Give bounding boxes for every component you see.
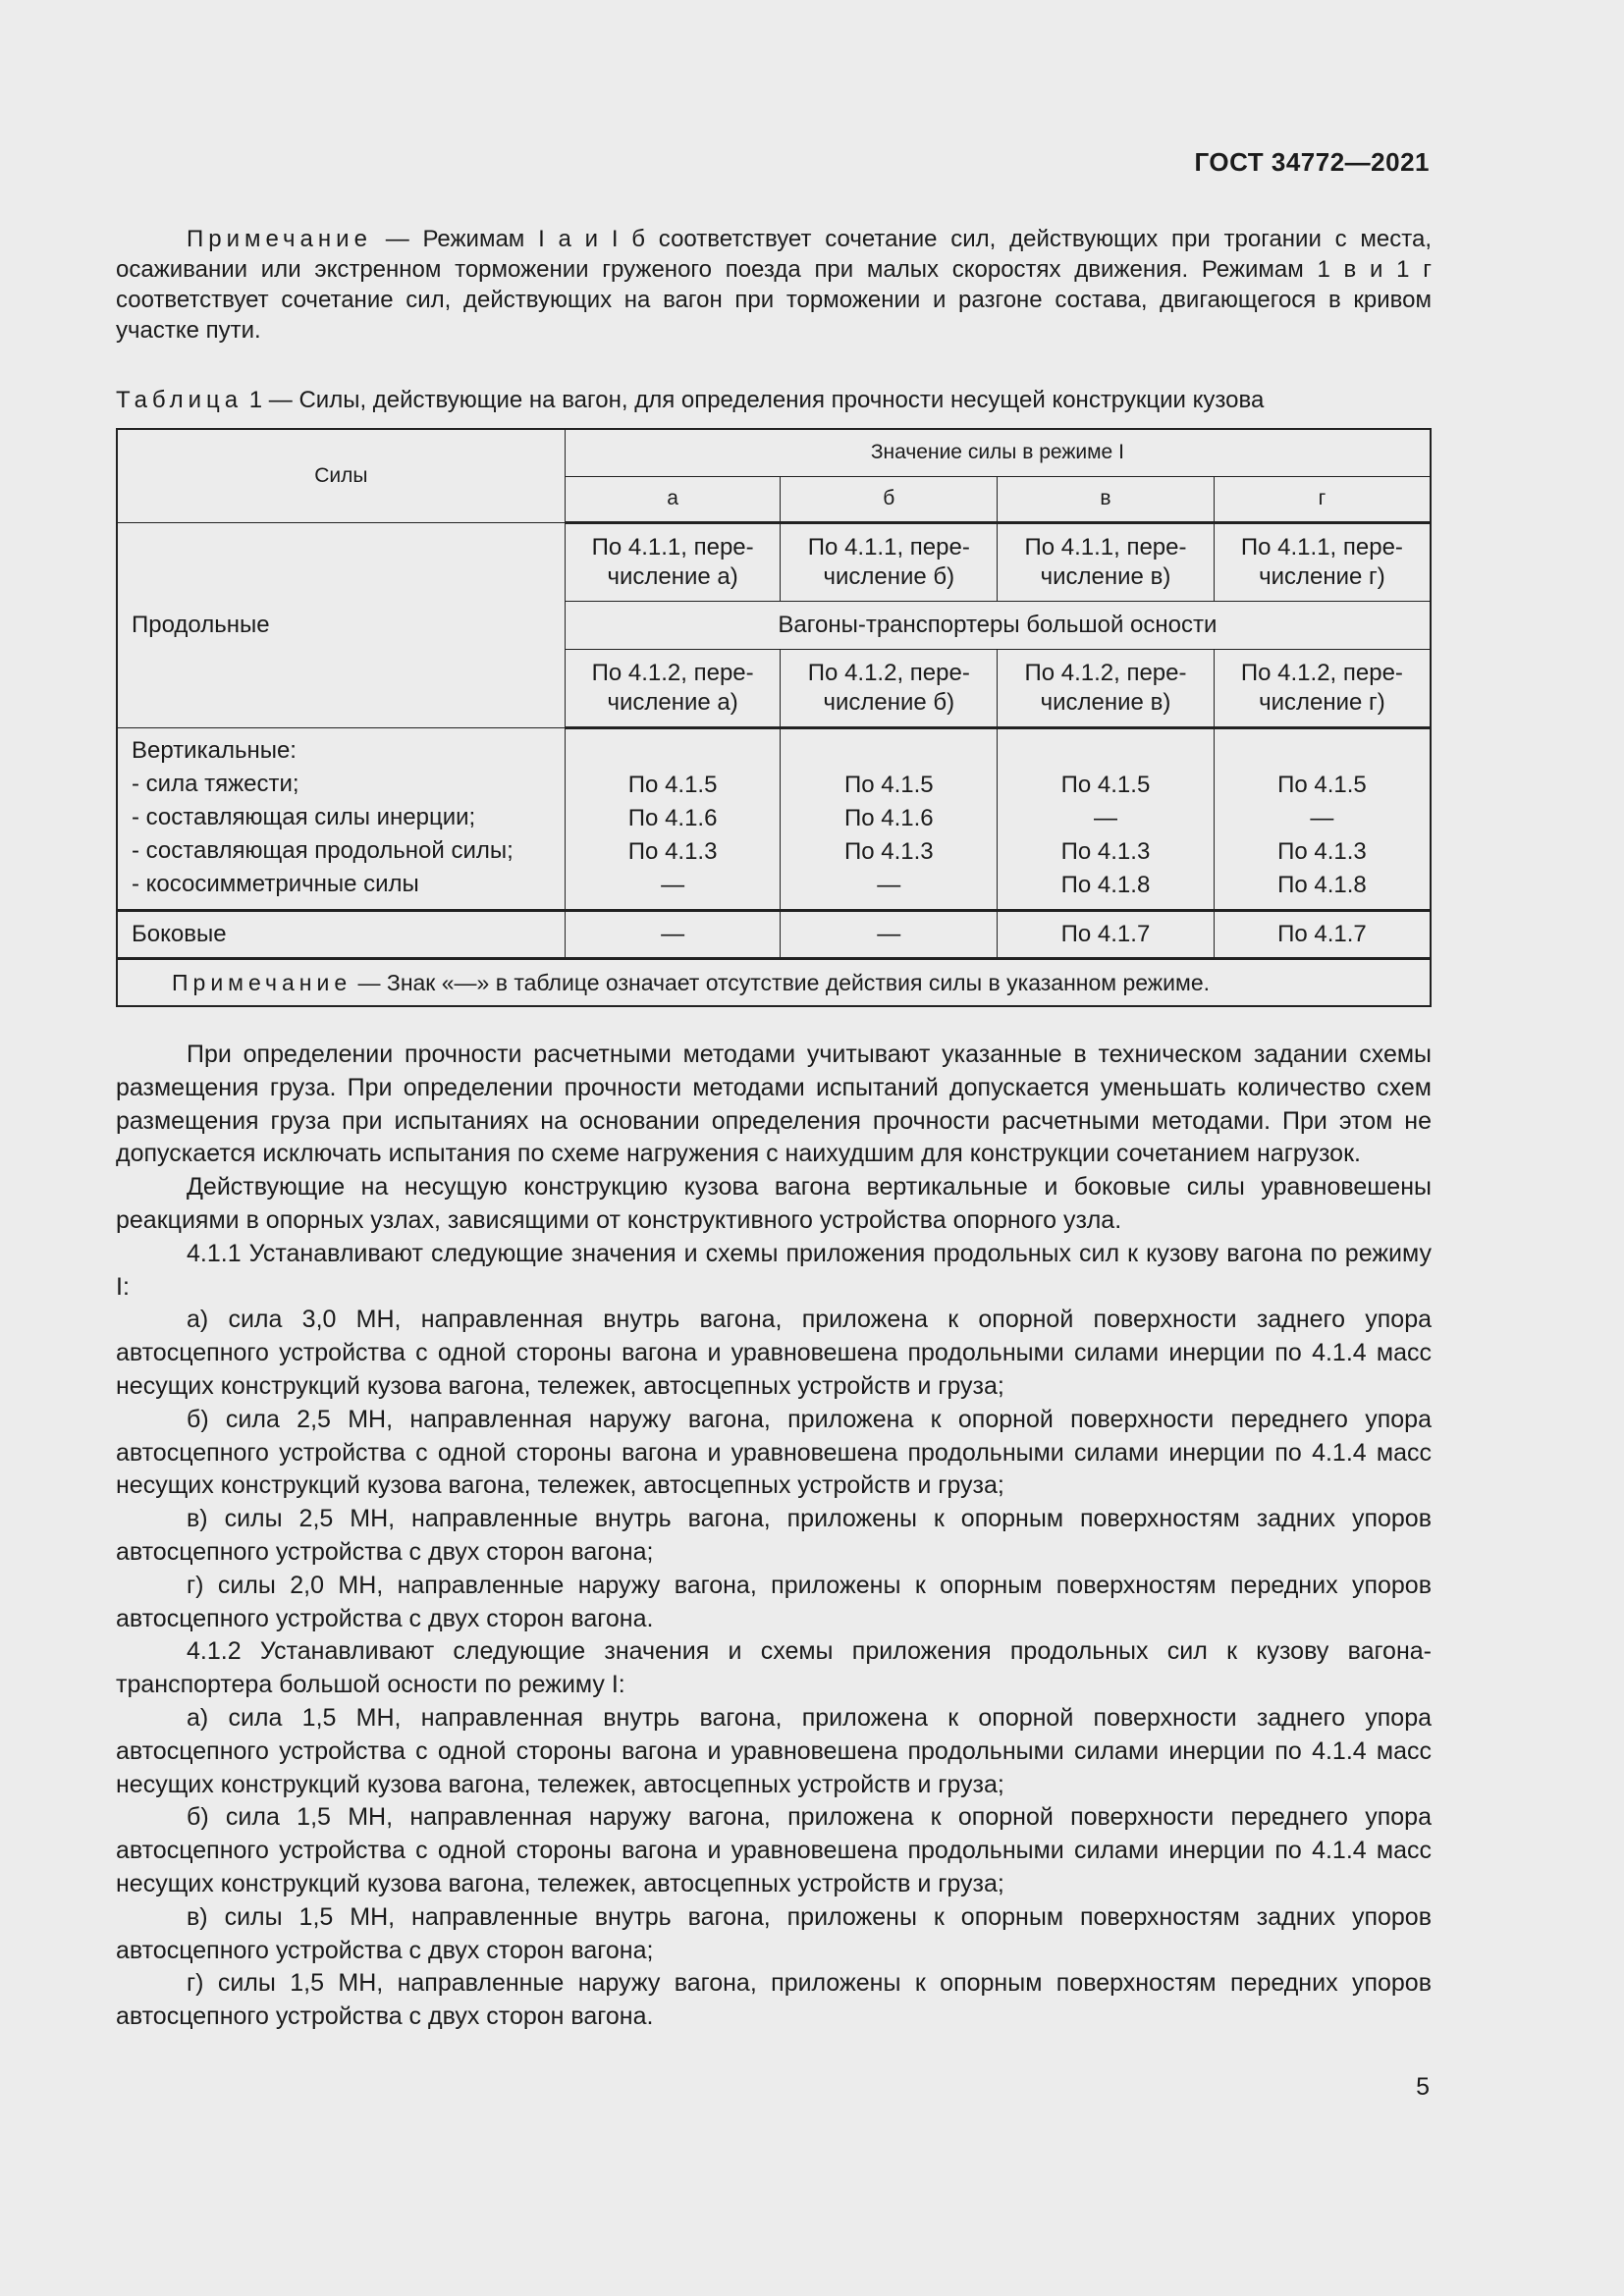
cell-longitudinal-b: По 4.1.1, пере- числение б): [781, 522, 998, 601]
cell-vertical-g: По 4.1.5 — По 4.1.3 По 4.1.8: [1214, 727, 1431, 910]
cell-transporter-v: По 4.1.2, пере- числение в): [998, 649, 1215, 727]
table-caption-label: Таблица: [116, 387, 244, 413]
header-mode-g: г: [1214, 476, 1431, 522]
paragraph: При определении прочности расчетными методами учитывают указанные в техническом задании схемы размещения груза. При определении прочности методами испытаний допускается уменьшать количество схем размещения груза при испытаниях на основании определения прочности расчетными методами. При этом не допускается исключать испытания по схеме нагружения с наихудшим для конструкции сочетанием нагрузок.: [116, 1041, 1432, 1168]
paragraph: а) сила 1,5 МН, направленная внутрь вагона, приложена к опорной поверхности заднего упора автосцепного устройства с одной стороны вагона и уравновешена продольными силами инерции по 4.1.4 масс несущих конструкций кузова вагона, тележек, автосцепных устройств и груза;: [116, 1703, 1432, 1798]
row-label-lateral: Боковые: [117, 910, 565, 958]
top-note: [116, 224, 1432, 346]
paragraph: а) сила 3,0 МН, направленная внутрь вагона, приложена к опорной поверхности заднего упора автосцепного устройства с одной стороны вагона и уравновешена продольными силами инерции по 4.1.4 масс несущих конструкций кузова вагона, тележек, автосцепных устройств и груза;: [116, 1306, 1432, 1400]
cell-lateral-g: По 4.1.7: [1214, 910, 1431, 958]
header-mode-a: а: [565, 476, 781, 522]
table-note-label: Примечание: [172, 969, 352, 995]
subheader-transporters: Вагоны-транспортеры большой осности: [565, 601, 1431, 649]
cell-vertical-v: По 4.1.5 — По 4.1.3 По 4.1.8: [998, 727, 1215, 910]
cell-transporter-a: По 4.1.2, пере- числение а): [565, 649, 781, 727]
table-caption: [116, 386, 1264, 415]
table-caption-text: 1 — Силы, действующие на вагон, для определения прочности несущей конструкции кузова: [243, 387, 1265, 413]
paragraph: в) силы 1,5 МН, направленные внутрь вагона, приложены к опорным поверхностям задних упоров автосцепного устройства с двух сторон вагона;: [116, 1902, 1432, 1964]
table-note: [117, 958, 1431, 1006]
table-header-row: [117, 429, 1431, 476]
table-row: [117, 522, 1431, 601]
cell-longitudinal-v: По 4.1.1, пере- числение в): [998, 522, 1215, 601]
cell-transporter-b: По 4.1.2, пере- числение б): [781, 649, 998, 727]
paragraph: 4.1.2 Устанавливают следующие значения и схемы приложения продольных сил к кузову вагона-транспортера большой осности по режиму I:: [116, 1637, 1432, 1699]
body-text: [116, 1039, 1432, 2034]
forces-table: [116, 428, 1432, 1007]
cell-lateral-a: —: [565, 910, 781, 958]
paragraph: б) сила 1,5 МН, направленная наружу вагона, приложена к опорной поверхности переднего упора автосцепного устройства с одной стороны вагона и уравновешена продольными силами инерции по 4.1.4 масс несущих конструкций кузова вагона, тележек, автосцепных устройств и груза;: [116, 1803, 1432, 1897]
table-note-row: [117, 958, 1431, 1006]
top-note-text: — Режимам I а и I б соответствует сочетание сил, действующих при трогании с места, осаживании или экстренном торможении груженого поезда при малых скоростях движения. Режимам 1 в и 1 г соответствует сочетание сил, действующих на вагон при торможении и разгоне состава, двигающегося в кривом участке пути.: [116, 226, 1432, 344]
top-note-label: Примечание: [187, 226, 372, 252]
paragraph: в) силы 2,5 МН, направленные внутрь вагона, приложены к опорным поверхностям задних упоров автосцепного устройства с двух сторон вагона;: [116, 1505, 1432, 1566]
paragraph: 4.1.1 Устанавливают следующие значения и схемы приложения продольных сил к кузову вагона по режиму I:: [116, 1239, 1432, 1301]
header-mode-b: б: [781, 476, 998, 522]
cell-vertical-b: По 4.1.5 По 4.1.6 По 4.1.3 —: [781, 727, 998, 910]
cell-lateral-v: По 4.1.7: [998, 910, 1215, 958]
row-label-vertical: Вертикальные: - сила тяжести; - составляющая силы инерции; - составляющая продольной силы; - кососимметричные силы: [117, 727, 565, 910]
cell-longitudinal-g: По 4.1.1, пере- числение г): [1214, 522, 1431, 601]
paragraph: б) сила 2,5 МН, направленная наружу вагона, приложена к опорной поверхности переднего упора автосцепного устройства с одной стороны вагона и уравновешена продольными силами инерции по 4.1.4 масс несущих конструкций кузова вагона, тележек, автосцепных устройств и груза;: [116, 1405, 1432, 1500]
cell-transporter-g: По 4.1.2, пере- числение г): [1214, 649, 1431, 727]
cell-lateral-b: —: [781, 910, 998, 958]
paragraph: Действующие на несущую конструкцию кузова вагона вертикальные и боковые силы уравновешены реакциями в опорных узлах, зависящими от конструктивного устройства опорного узла.: [116, 1173, 1432, 1234]
row-label-longitudinal: Продольные: [117, 522, 565, 727]
paragraph: г) силы 1,5 МН, направленные наружу вагона, приложены к опорным поверхностям передних упоров автосцепного устройства с двух сторон вагона.: [116, 1969, 1432, 2031]
header-value-group: Значение силы в режиме I: [565, 429, 1431, 476]
cell-vertical-a: По 4.1.5 По 4.1.6 По 4.1.3 —: [565, 727, 781, 910]
header-forces: Силы: [117, 429, 565, 522]
paragraph: г) силы 2,0 МН, направленные наружу вагона, приложены к опорным поверхностям передних упоров автосцепного устройства с двух сторон вагона.: [116, 1571, 1432, 1632]
table-row: [117, 910, 1431, 958]
document-id: ГОСТ 34772—2021: [1194, 147, 1430, 177]
table-note-text: — Знак «—» в таблице означает отсутствие действия силы в указанном режиме.: [352, 969, 1211, 995]
cell-longitudinal-a: По 4.1.1, пере- числение а): [565, 522, 781, 601]
table-row: [117, 727, 1431, 910]
header-mode-v: в: [998, 476, 1215, 522]
page-number: 5: [1416, 2073, 1430, 2101]
